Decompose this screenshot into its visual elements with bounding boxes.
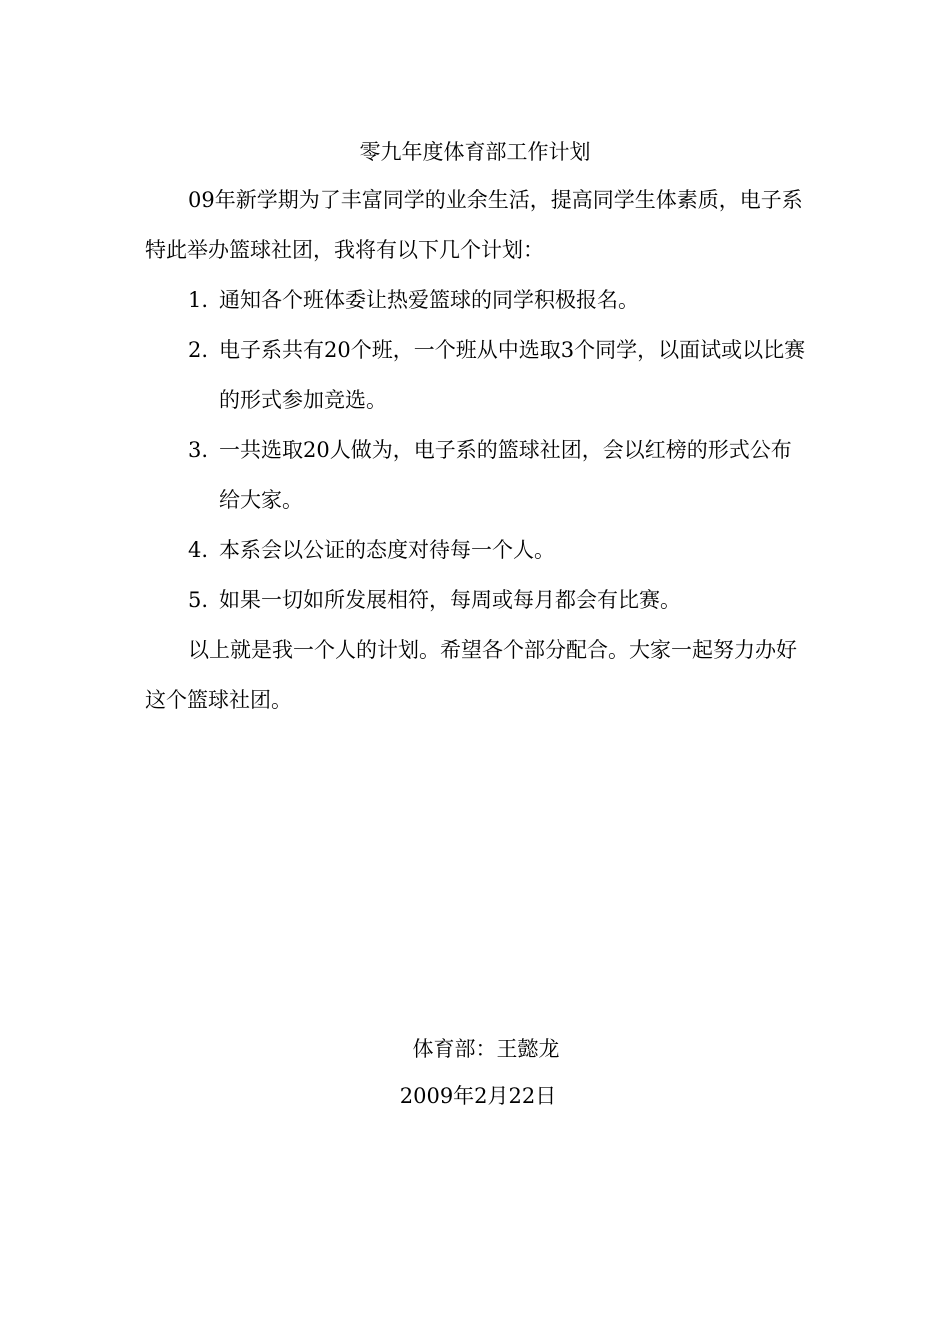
document-title: 零九年度体育部工作计划	[359, 140, 591, 164]
signature-date: 2009年2月22日	[399, 1084, 557, 1108]
list-item-number: 2.	[188, 338, 209, 362]
list-item-text: 电子系共有20个班，一个班从中选取3个同学，以面试或以比赛的形式参加竞选。	[219, 338, 806, 412]
list-item	[145, 525, 807, 575]
list-item	[145, 425, 807, 525]
signature: 体育部：王懿龙	[412, 1037, 560, 1061]
closing-paragraph: 以上就是我一个人的计划。希望各个部分配合。大家一起努力办好这个篮球社团。	[145, 638, 797, 712]
list-item-text: 本系会以公证的态度对待每一个人。	[219, 538, 555, 562]
list-item	[145, 575, 807, 625]
list-item-number: 5.	[188, 588, 209, 612]
list-item	[145, 275, 807, 325]
list-item-number: 1.	[188, 288, 209, 312]
list-item-text: 通知各个班体委让热爱篮球的同学积极报名。	[219, 288, 639, 312]
list-item-number: 4.	[188, 538, 209, 562]
list-item-number: 3.	[188, 438, 209, 462]
list-item	[145, 325, 807, 425]
intro-paragraph: 09年新学期为了丰富同学的业余生活，提高同学生体素质，电子系特此举办篮球社团，我将有以下几个计划：	[145, 188, 803, 262]
plan-list	[145, 275, 807, 625]
list-item-text: 一共选取20人做为，电子系的篮球社团，会以红榜的形式公布给大家。	[219, 438, 792, 512]
list-item-text: 如果一切如所发展相符，每周或每月都会有比赛。	[219, 588, 681, 612]
